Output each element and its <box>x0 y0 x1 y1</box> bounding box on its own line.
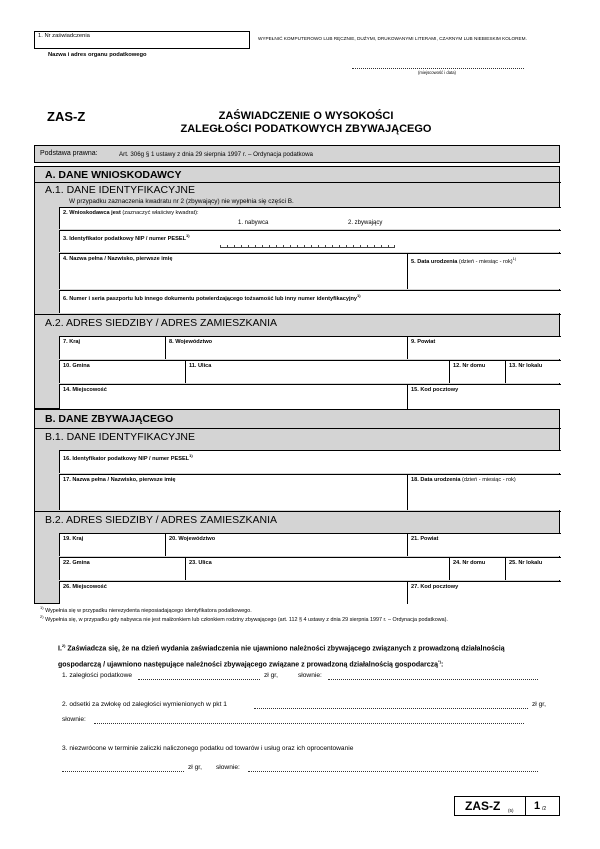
item-2-label: 2. odsetki za zwłokę od zaległości wymienionych w pkt 1 <box>62 701 227 708</box>
option-nabywca[interactable]: 1. nabywca <box>238 220 269 226</box>
cert-line2-sup: *) <box>438 659 441 665</box>
field-27-kod-pocztowy[interactable] <box>407 581 561 604</box>
item-3-slownie[interactable] <box>248 768 538 772</box>
section-a1-note: W przypadku zaznaczenia kwadratu nr 2 (zbywający) nie wypełnia się części B. <box>69 198 294 205</box>
item-1-slownie-label: słownie: <box>298 672 322 679</box>
field-23-ulica[interactable] <box>185 557 449 580</box>
field-25-label: 25. Nr lokalu <box>509 560 543 566</box>
item-2-zl-gr: zł gr, <box>532 701 546 708</box>
field-27-label: 27. Kod pocztowy <box>411 584 459 590</box>
footnote-2 <box>40 614 448 623</box>
field-16-sup: 1) <box>189 453 193 458</box>
field-4-nazwa[interactable] <box>59 253 407 289</box>
field-19-kraj[interactable] <box>59 533 165 556</box>
footnote-1 <box>40 605 252 614</box>
field-17-label: 17. Nazwa pełna / Nazwisko, pierwsze imię <box>63 477 176 483</box>
section-b1-title: B.1. DANE IDENTYFIKACYJNE <box>45 431 195 443</box>
cert-prefix-sup: 2) <box>61 643 66 648</box>
legal-basis-text: Art. 306g § 1 ustawy z dnia 29 sierpnia 1997 r. – Ordynacja podatkowa <box>119 151 313 158</box>
item-3-label: 3. niezwrócone w terminie zaliczki naliczonego podatku od towarów i usług oraz ich oprocentowanie <box>62 745 354 752</box>
item-1-amount[interactable] <box>138 676 260 680</box>
legal-basis-row <box>34 145 560 163</box>
field-12-label: 12. Nr domu <box>453 363 486 369</box>
field-13-nr-lokalu[interactable] <box>505 360 561 383</box>
field-26-label: 26. Miejscowość <box>63 584 107 590</box>
field-25-nr-lokalu[interactable] <box>505 557 561 580</box>
footer-page-box <box>526 796 560 816</box>
field-5-sup: 1) <box>512 256 517 261</box>
section-b <box>34 409 560 604</box>
field-24-nr-domu[interactable] <box>449 557 505 580</box>
field-10-label: 10. Gmina <box>63 363 90 369</box>
form-title-line1: ZAŚWIADCZENIE O WYSOKOŚCI <box>218 110 394 122</box>
field-3-sup: 1) <box>186 233 190 238</box>
field-16-nip[interactable] <box>59 450 561 473</box>
legal-basis-label: Podstawa prawna: <box>40 150 98 157</box>
field-11-label: 11. Ulica <box>189 363 212 369</box>
certification-statement <box>58 639 558 672</box>
footer-page: 1 <box>534 800 541 812</box>
field-16-label: 16. Identyfikator podatkowy NIP / numer PESEL <box>63 455 190 462</box>
field-23-label: 23. Ulica <box>189 560 212 566</box>
field-26-miejscowosc[interactable] <box>59 581 407 604</box>
item-1-label: 1. zaległości podatkowe <box>62 672 133 679</box>
field-21-powiat[interactable] <box>407 533 561 556</box>
field-3-label: 3. Identyfikator podatkowy NIP / numer PESEL <box>63 235 186 242</box>
field-10-gmina[interactable] <box>59 360 185 383</box>
nr-zaswiadczenia-box[interactable] <box>34 31 250 49</box>
cert-line1: Zaświadcza się, że na dzień wydania zaświadczenia nie ujawniono należności zbywającego związanych z prowadzoną działalnością <box>67 645 505 653</box>
field-18-hint: (dzień - miesiąc - rok) <box>462 477 516 483</box>
field-21-label: 21. Powiat <box>411 536 439 542</box>
field-19-label: 19. Kraj <box>63 536 84 542</box>
item-2-slownie-label: słownie: <box>62 716 86 723</box>
footnote-2-text: Wypełnia się, w przypadku gdy nabywca nie jest małżonkiem lub członkiem rodziny zbywającego (art. 112 § 4 ustawy z dnia 29 sierpnia 1997 r. – Ordynacja podatkowa). <box>45 616 448 623</box>
field-14-miejscowosc[interactable] <box>59 384 407 409</box>
field-5-data-urodzenia[interactable] <box>407 253 561 289</box>
item-2-amount[interactable] <box>254 705 528 709</box>
nip-input-boxes[interactable] <box>220 245 395 248</box>
item-1-slownie[interactable] <box>328 676 538 680</box>
place-date-field[interactable] <box>352 63 524 69</box>
section-a <box>34 166 560 409</box>
field-9-label: 9. Powiat <box>411 339 436 345</box>
form-title-line2: ZALEGŁOŚCI PODATKOWYCH ZBYWAJĄCEGO <box>180 123 432 135</box>
field-22-label: 22. Gmina <box>63 560 90 566</box>
field-6-label: 6. Numer i seria paszportu lub innego dokumentu potwierdzającego tożsamość lub inny numer identyfikacyjny <box>63 295 358 302</box>
field-4-label: 4. Nazwa pełna / Nazwisko, pierwsze imię <box>63 256 173 262</box>
field-2-wnioskodawca[interactable] <box>59 207 561 229</box>
footer-code-box <box>454 796 526 816</box>
field-5-hint: (dzień - miesiąc - rok) <box>458 258 513 265</box>
option-zbywajacy[interactable]: 2. zbywający <box>348 220 383 226</box>
field-17-nazwa[interactable] <box>59 474 407 510</box>
field-22-gmina[interactable] <box>59 557 185 580</box>
field-5-label: 5. Data urodzenia <box>411 258 458 265</box>
field-8-wojewodztwo[interactable] <box>165 336 407 359</box>
cert-prefix: I. <box>58 645 62 653</box>
field-12-nr-domu[interactable] <box>449 360 505 383</box>
footnote-2-num: 2) <box>40 614 44 619</box>
footnote-1-num: 1) <box>40 605 44 610</box>
field-24-label: 24. Nr domu <box>453 560 486 566</box>
field-2-label: 2. Wnioskodawca jest <box>63 210 121 216</box>
field-15-label: 15. Kod pocztowy <box>411 387 459 393</box>
cert-line2-end: : <box>440 661 444 669</box>
field-7-label: 7. Kraj <box>63 339 81 345</box>
section-b2-title: B.2. ADRES SIEDZIBY / ADRES ZAMIESZKANIA <box>45 514 278 526</box>
footer-version: (5) <box>508 808 514 813</box>
field-14-label: 14. Miejscowość <box>63 387 107 393</box>
item-3-amount[interactable] <box>62 768 184 772</box>
field-18-label: 18. Data urodzenia <box>411 477 461 483</box>
organ-label: Nazwa i adres organu podatkowego <box>48 52 147 58</box>
section-b-title: B. DANE ZBYWAJĄCEGO <box>45 413 174 425</box>
item-3-slownie-label: słownie: <box>216 764 240 771</box>
field-3-nip[interactable] <box>59 230 561 252</box>
field-6-dokument[interactable] <box>59 290 561 313</box>
field-6-sup: 1) <box>357 293 361 298</box>
field-20-label: 20. Województwo <box>169 536 216 542</box>
footer-code: ZAS-Z <box>465 799 501 813</box>
field-20-wojewodztwo[interactable] <box>165 533 407 556</box>
field-8-label: 8. Województwo <box>169 339 213 345</box>
cert-line2: gospodarczą / ujawniono następujące należności zbywającego związane z prowadzoną działalnością gospodarczą <box>58 661 439 669</box>
form-code: ZAS-Z <box>47 109 86 124</box>
item-3-zl-gr: zł gr, <box>188 764 202 771</box>
section-a1-title: A.1. DANE IDENTYFIKACYJNE <box>45 184 195 196</box>
field-11-ulica[interactable] <box>185 360 449 383</box>
fill-instruction: WYPEŁNIĆ KOMPUTEROWO LUB RĘCZNIE, DUŻYMI, DRUKOWANYMI LITERAMI, CZARNYM LUB NIEBIESKIM KOLOREM. <box>258 36 527 41</box>
field-2-hint: (zaznaczyć właściwy kwadrat): <box>122 210 199 216</box>
field-7-kraj[interactable] <box>59 336 165 359</box>
item-1-zl-gr: zł gr, <box>264 672 278 679</box>
nr-zaswiadczenia-label: 1. Nr zaświadczenia <box>38 33 90 39</box>
field-13-label: 13. Nr lokalu <box>509 363 543 369</box>
footer-page-of: /2 <box>542 806 547 812</box>
place-date-label: (miejscowość i data) <box>418 70 456 75</box>
footnote-1-text: Wypełnia się w przypadku nierezydenta nieposiadającego identyfikatora podatkowego. <box>45 607 252 614</box>
field-18-data-urodzenia[interactable] <box>407 474 561 510</box>
section-a-title: A. DANE WNIOSKODAWCY <box>45 169 182 181</box>
field-15-kod-pocztowy[interactable] <box>407 384 561 409</box>
field-9-powiat[interactable] <box>407 336 561 359</box>
section-a2-title: A.2. ADRES SIEDZIBY / ADRES ZAMIESZKANIA <box>45 317 278 329</box>
item-2-slownie[interactable] <box>94 720 524 724</box>
